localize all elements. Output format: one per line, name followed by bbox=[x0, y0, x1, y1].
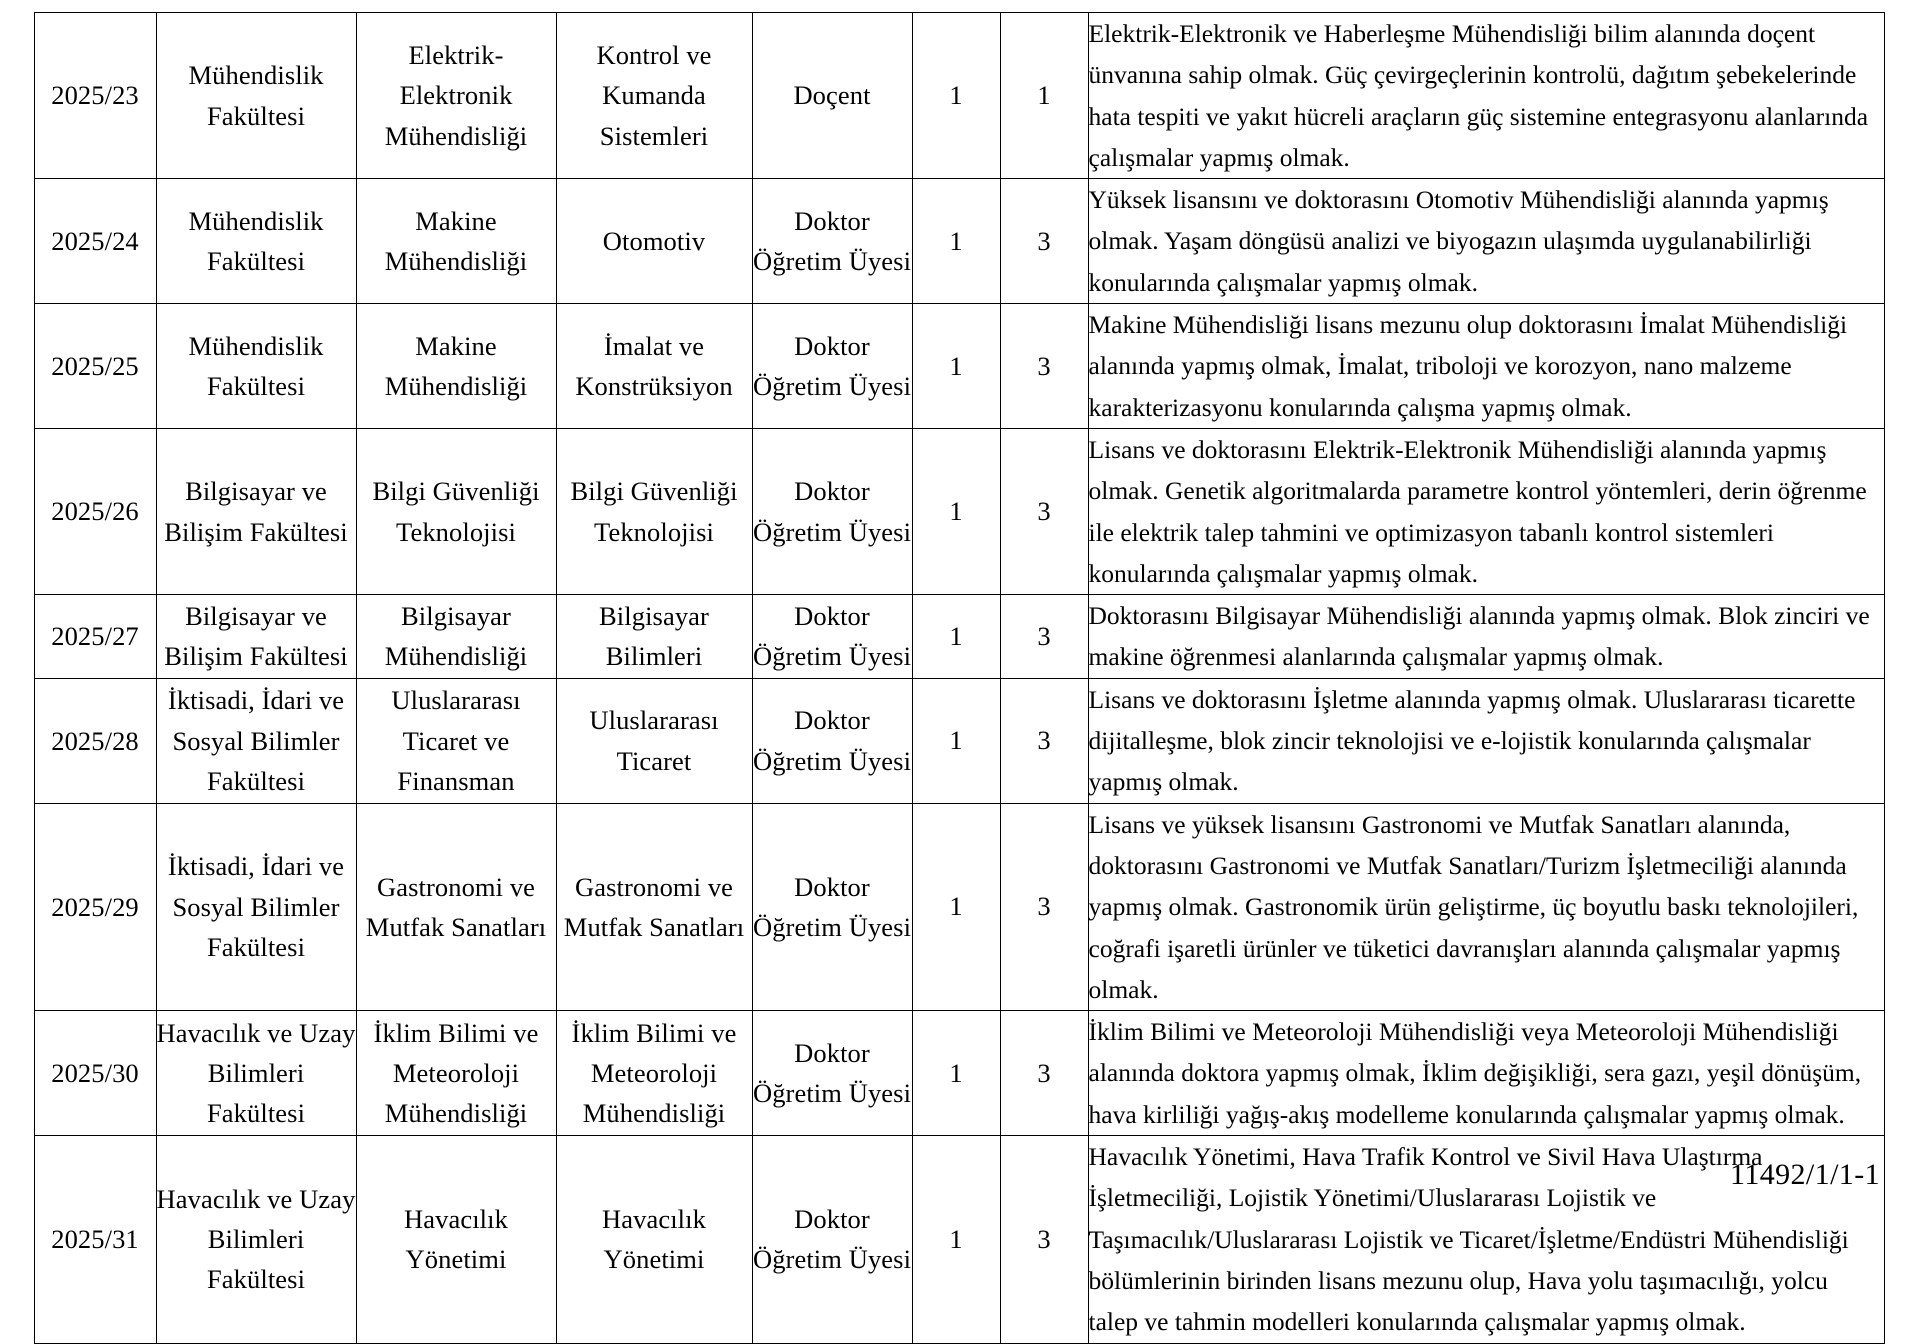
cell-birim: İktisadi, İdari ve Sosyal Bilimler Fakültesi bbox=[156, 678, 356, 803]
cell-adet: 1 bbox=[912, 1136, 1000, 1343]
cell-unvan: Doktor Öğretim Üyesi bbox=[752, 304, 912, 429]
cell-bolum: Elektrik-Elektronik Mühendisliği bbox=[356, 13, 556, 179]
cell-aciklama: Makine Mühendisliği lisans mezunu olup doktorasını İmalat Mühendisliği alanında yapmış olmak, İmalat, triboloji ve korozyon, nano malzeme karakterizasyonu konularında çalışma yapmış olmak. bbox=[1088, 304, 1884, 429]
table-row bbox=[34, 13, 1884, 179]
cell-ilan-no: 2025/24 bbox=[34, 179, 156, 304]
table-row bbox=[34, 428, 1884, 594]
cell-unvan: Doktor Öğretim Üyesi bbox=[752, 1011, 912, 1136]
cell-derece: 3 bbox=[1000, 595, 1088, 679]
cell-anabilim-dali: Havacılık Yönetimi bbox=[556, 1136, 752, 1343]
cell-bolum: Havacılık Yönetimi bbox=[356, 1136, 556, 1343]
cell-adet: 1 bbox=[912, 179, 1000, 304]
cell-bolum: Makine Mühendisliği bbox=[356, 304, 556, 429]
cell-birim: İktisadi, İdari ve Sosyal Bilimler Fakültesi bbox=[156, 803, 356, 1010]
cell-aciklama: Yüksek lisansını ve doktorasını Otomotiv Mühendisliği alanında yapmış olmak. Yaşam döngüsü analizi ve biyogazın ulaşımda uygulanabilirliği konularında çalışmalar yapmış olmak. bbox=[1088, 179, 1884, 304]
cell-unvan: Doçent bbox=[752, 13, 912, 179]
cell-birim: Havacılık ve Uzay Bilimleri Fakültesi bbox=[156, 1136, 356, 1343]
cell-birim: Havacılık ve Uzay Bilimleri Fakültesi bbox=[156, 1011, 356, 1136]
table-row bbox=[34, 678, 1884, 803]
cell-anabilim-dali: Bilgisayar Bilimleri bbox=[556, 595, 752, 679]
cell-adet: 1 bbox=[912, 304, 1000, 429]
cell-anabilim-dali: İklim Bilimi ve Meteoroloji Mühendisliği bbox=[556, 1011, 752, 1136]
cell-anabilim-dali: Gastronomi ve Mutfak Sanatları bbox=[556, 803, 752, 1010]
cell-anabilim-dali: Bilgi Güvenliği Teknolojisi bbox=[556, 428, 752, 594]
cell-aciklama: Elektrik-Elektronik ve Haberleşme Mühendisliği bilim alanında doçent ünvanına sahip olmak. Güç çevirgeçlerinin kontrolü, dağıtım şebekelerinde hata tespiti ve yakıt hücreli araçların güç sistemine entegrasyonu alanlarında çalışmalar yapmış olmak. bbox=[1088, 13, 1884, 179]
cell-birim: Mühendislik Fakültesi bbox=[156, 304, 356, 429]
cell-ilan-no: 2025/28 bbox=[34, 678, 156, 803]
cell-birim: Bilgisayar ve Bilişim Fakültesi bbox=[156, 428, 356, 594]
cell-derece: 3 bbox=[1000, 1011, 1088, 1136]
cell-aciklama: Doktorasını Bilgisayar Mühendisliği alanında yapmış olmak. Blok zinciri ve makine öğrenmesi alanlarında çalışmalar yapmış olmak. bbox=[1088, 595, 1884, 679]
cell-bolum: Bilgisayar Mühendisliği bbox=[356, 595, 556, 679]
cell-aciklama: İklim Bilimi ve Meteoroloji Mühendisliği veya Meteoroloji Mühendisliği alanında doktora yapmış olmak, İklim değişikliği, sera gazı, yeşil dönüşüm, hava kirliliği yağış-akış modelleme konularında çalışmalar yapmış olmak. bbox=[1088, 1011, 1884, 1136]
cell-bolum: Gastronomi ve Mutfak Sanatları bbox=[356, 803, 556, 1010]
cell-ilan-no: 2025/27 bbox=[34, 595, 156, 679]
cell-ilan-no: 2025/31 bbox=[34, 1136, 156, 1343]
academic-positions-table bbox=[34, 12, 1885, 1344]
cell-derece: 3 bbox=[1000, 428, 1088, 594]
cell-unvan: Doktor Öğretim Üyesi bbox=[752, 678, 912, 803]
cell-derece: 3 bbox=[1000, 803, 1088, 1010]
cell-aciklama: Havacılık Yönetimi, Hava Trafik Kontrol ve Sivil Hava Ulaştırma İşletmeciliği, Lojistik Yönetimi/Uluslararası Lojistik ve Taşımacılık/Uluslararası Lojistik ve Ticaret/İşletme/Endüstri Mühendisliği bölümlerinin birinden lisans mezunu olup, Hava yolu taşımacılığı, yolcu talep ve tahmin modelleri konularında çalışmalar yapmış olmak. bbox=[1088, 1136, 1884, 1343]
cell-adet: 1 bbox=[912, 595, 1000, 679]
table-body bbox=[34, 13, 1884, 1344]
cell-birim: Bilgisayar ve Bilişim Fakültesi bbox=[156, 595, 356, 679]
table-row bbox=[34, 1011, 1884, 1136]
cell-ilan-no: 2025/23 bbox=[34, 13, 156, 179]
cell-unvan: Doktor Öğretim Üyesi bbox=[752, 179, 912, 304]
cell-adet: 1 bbox=[912, 803, 1000, 1010]
cell-anabilim-dali: Otomotiv bbox=[556, 179, 752, 304]
cell-ilan-no: 2025/25 bbox=[34, 304, 156, 429]
cell-derece: 1 bbox=[1000, 13, 1088, 179]
cell-aciklama: Lisans ve yüksek lisansını Gastronomi ve Mutfak Sanatları alanında, doktorasını Gastronomi ve Mutfak Sanatları/Turizm İşletmeciliği alanında yapmış olmak. Gastronomik ürün geliştirme, üç boyutlu baskı teknolojileri, coğrafi işaretli ürünler ve tüketici davranışları alanında çalışmalar yapmış olmak. bbox=[1088, 803, 1884, 1010]
cell-unvan: Doktor Öğretim Üyesi bbox=[752, 803, 912, 1010]
cell-unvan: Doktor Öğretim Üyesi bbox=[752, 1136, 912, 1343]
cell-aciklama: Lisans ve doktorasını Elektrik-Elektronik Mühendisliği alanında yapmış olmak. Genetik algoritmalarda parametre kontrol yöntemleri, derin öğrenme ile elektrik talep tahmini ve optimizasyon tabanlı kontrol sistemleri konularında çalışmalar yapmış olmak. bbox=[1088, 428, 1884, 594]
cell-bolum: Makine Mühendisliği bbox=[356, 179, 556, 304]
table-row bbox=[34, 803, 1884, 1010]
cell-bolum: Uluslararası Ticaret ve Finansman bbox=[356, 678, 556, 803]
table-row bbox=[34, 179, 1884, 304]
cell-ilan-no: 2025/30 bbox=[34, 1011, 156, 1136]
table-row bbox=[34, 304, 1884, 429]
cell-ilan-no: 2025/26 bbox=[34, 428, 156, 594]
cell-derece: 3 bbox=[1000, 304, 1088, 429]
cell-anabilim-dali: Kontrol ve Kumanda Sistemleri bbox=[556, 13, 752, 179]
cell-anabilim-dali: Uluslararası Ticaret bbox=[556, 678, 752, 803]
cell-adet: 1 bbox=[912, 678, 1000, 803]
cell-birim: Mühendislik Fakültesi bbox=[156, 179, 356, 304]
cell-derece: 3 bbox=[1000, 179, 1088, 304]
cell-derece: 3 bbox=[1000, 1136, 1088, 1343]
cell-bolum: İklim Bilimi ve Meteoroloji Mühendisliği bbox=[356, 1011, 556, 1136]
table-row bbox=[34, 1136, 1884, 1343]
cell-birim: Mühendislik Fakültesi bbox=[156, 13, 356, 179]
cell-bolum: Bilgi Güvenliği Teknolojisi bbox=[356, 428, 556, 594]
cell-derece: 3 bbox=[1000, 678, 1088, 803]
cell-anabilim-dali: İmalat ve Konstrüksiyon bbox=[556, 304, 752, 429]
cell-adet: 1 bbox=[912, 1011, 1000, 1136]
table-row bbox=[34, 595, 1884, 679]
cell-unvan: Doktor Öğretim Üyesi bbox=[752, 428, 912, 594]
cell-ilan-no: 2025/29 bbox=[34, 803, 156, 1010]
cell-aciklama: Lisans ve doktorasını İşletme alanında yapmış olmak. Uluslararası ticarette dijitalleşme, blok zincir teknolojisi ve e-lojistik konularında çalışmalar yapmış olmak. bbox=[1088, 678, 1884, 803]
cell-unvan: Doktor Öğretim Üyesi bbox=[752, 595, 912, 679]
cell-adet: 1 bbox=[912, 13, 1000, 179]
page-reference-footer: 11492/1/1-1 bbox=[1730, 1158, 1880, 1191]
cell-adet: 1 bbox=[912, 428, 1000, 594]
